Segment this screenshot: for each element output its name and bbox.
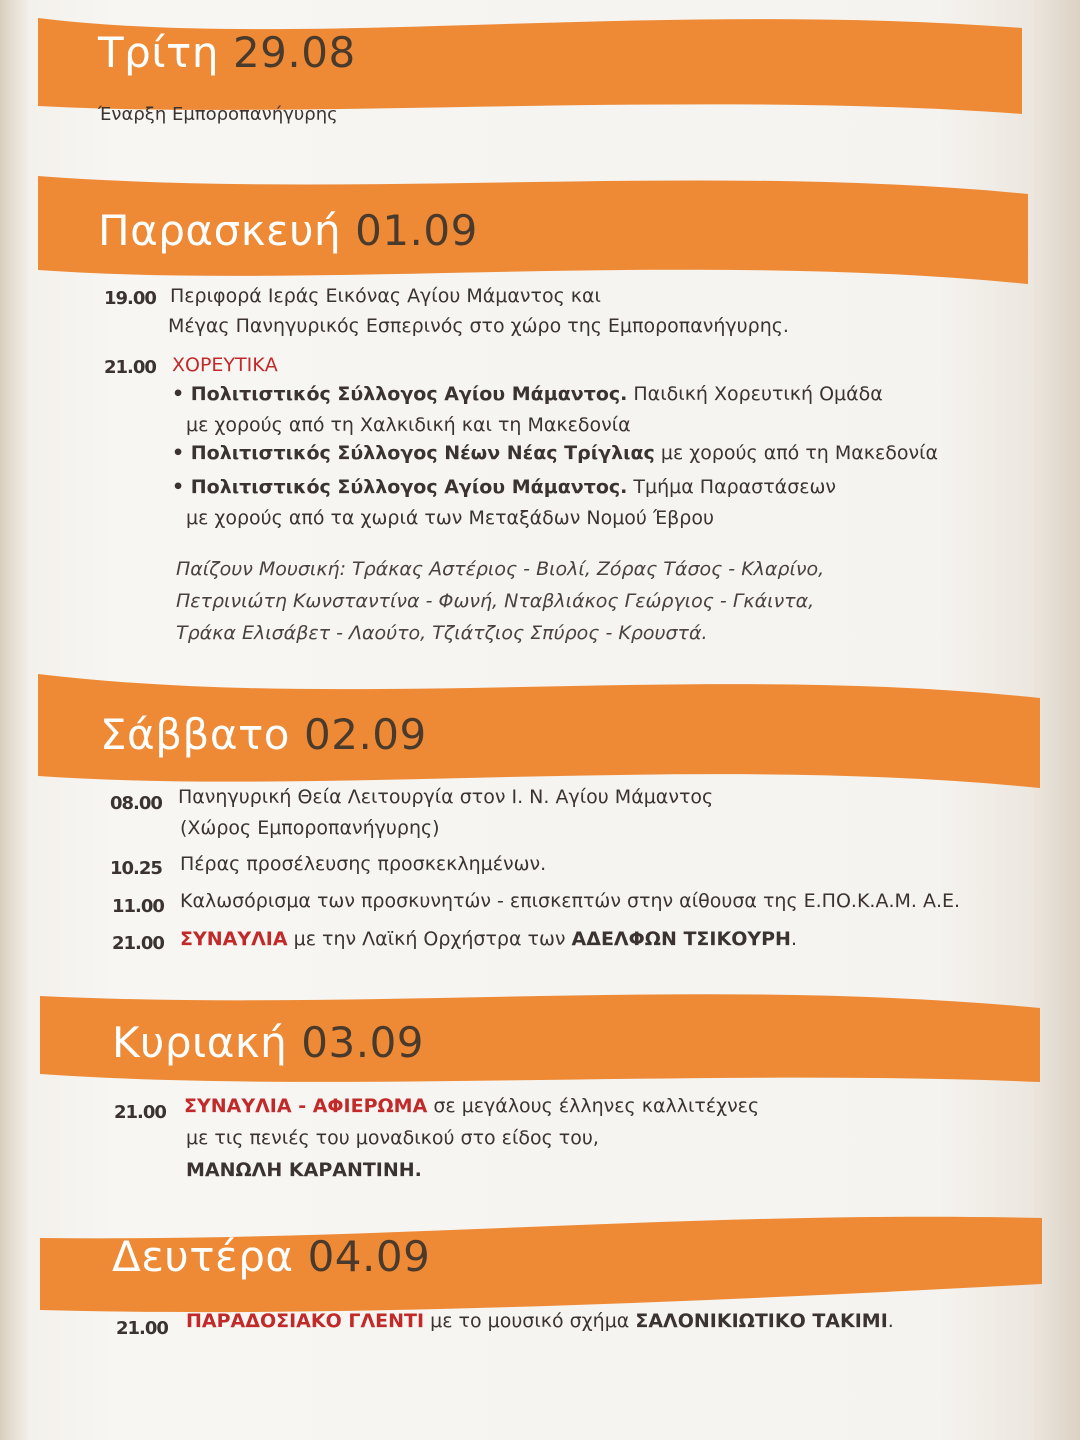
day-heading	[98, 28, 356, 77]
event-text: Περιφορά Ιεράς Εικόνας Αγίου Μάμαντος και	[170, 285, 601, 307]
event-text: Καλωσόρισμα των προσκυνητών - επισκεπτών στην αίθουσα της Ε.ΠΟ.Κ.Α.Μ. Α.Ε.	[180, 890, 961, 912]
day-heading	[100, 710, 427, 759]
event-text: Έναρξη Εμποροπανήγυρης	[98, 104, 338, 125]
event-time: 21.00	[112, 933, 164, 954]
event-time: 19.00	[104, 288, 156, 309]
day-name: Τρίτη	[98, 28, 219, 77]
item-bold: • Πολιτιστικός Σύλλογος Νέων Νέας Τρίγλιας	[172, 442, 655, 464]
event-text: Μέγας Πανηγυρικός Εσπερινός στο χώρο της Εμποροπανήγυρης.	[168, 315, 789, 337]
item-bold: • Πολιτιστικός Σύλλογος Αγίου Μάμαντος.	[172, 476, 628, 498]
item-rest: Παιδική Χορευτική Ομάδα	[627, 383, 883, 405]
event-title: ΧΟΡΕΥΤΙΚΑ	[172, 354, 278, 376]
music-credits: Τράκα Ελισάβετ - Λαούτο, Τζιάτζιος Σπύρος - Κρουστά.	[176, 622, 708, 644]
music-credits: Πετρινιώτη Κωνσταντίνα - Φωνή, Νταβλιάκος Γεώργιος - Γκάιντα,	[176, 590, 815, 612]
event-text: (Χώρος Εμποροπανήγυρης)	[180, 817, 440, 839]
event-text-end: .	[790, 928, 797, 950]
list-item	[172, 442, 938, 464]
item-bold: • Πολιτιστικός Σύλλογος Αγίου Μάμαντος.	[172, 383, 628, 405]
event-time: 10.25	[110, 858, 162, 879]
event-performer: ΑΔΕΛΦΩΝ ΤΣΙΚΟΥΡΗ	[571, 928, 791, 950]
event-highlight: ΠΑΡΑΔΟΣΙΑΚΟ ΓΛΕΝΤΙ	[186, 1310, 425, 1332]
item-rest: Τμήμα Παραστάσεων	[627, 476, 837, 498]
day-date: 29.08	[232, 28, 356, 77]
event-time: 21.00	[104, 357, 156, 378]
item-rest: με χορούς από τη Μακεδονία	[654, 442, 939, 464]
event-text	[184, 1095, 759, 1117]
event-text	[186, 1310, 894, 1332]
event-text: με τις πενιές του μοναδικού στο είδος του,	[186, 1127, 599, 1149]
event-time: 08.00	[110, 793, 162, 814]
day-date: 02.09	[304, 710, 427, 759]
item-line2: με χορούς από τα χωριά των Μεταξάδων Νομού Έβρου	[186, 507, 714, 529]
event-text	[180, 928, 797, 950]
music-credits: Παίζουν Μουσική: Τράκας Αστέριος - Βιολί, Ζόρας Τάσος - Κλαρίνο,	[176, 558, 825, 580]
event-time: 21.00	[116, 1318, 168, 1339]
event-highlight: ΣΥΝΑΥΛΙΑ - ΑΦΙΕΡΩΜΑ	[184, 1095, 428, 1117]
list-item	[172, 383, 883, 405]
day-name: Παρασκευή	[98, 206, 342, 255]
event-text: Πέρας προσέλευσης προσκεκλημένων.	[180, 853, 547, 875]
day-date: 03.09	[301, 1018, 425, 1067]
item-line2: με χορούς από τη Χαλκιδική και τη Μακεδονία	[186, 414, 631, 436]
event-highlight: ΣΥΝΑΥΛΙΑ	[180, 928, 288, 950]
list-item	[172, 476, 836, 498]
event-performer: ΜΑΝΩΛΗ ΚΑΡΑΝΤΙΝΗ.	[186, 1159, 422, 1181]
event-time: 21.00	[114, 1102, 166, 1123]
day-name: Σάββατο	[100, 710, 290, 759]
event-text: Πανηγυρική Θεία Λειτουργία στον Ι. Ν. Αγίου Μάμαντος	[178, 786, 714, 808]
event-text-mid: σε μεγάλους έλληνες καλλιτέχνες	[427, 1095, 760, 1117]
event-text-mid: με το μουσικό σχήμα	[424, 1310, 636, 1332]
day-heading	[112, 1018, 424, 1067]
day-date: 04.09	[307, 1232, 431, 1281]
event-time: 11.00	[112, 896, 164, 917]
event-performer: ΣΑΛΟΝΙΚΙΩΤΙΚΟ ΤΑΚΙΜΙ	[635, 1310, 888, 1332]
event-text-end: .	[887, 1310, 894, 1332]
day-heading	[98, 206, 478, 255]
day-name: Κυριακή	[112, 1018, 288, 1067]
event-text-mid: με την Λαϊκή Ορχήστρα των	[287, 928, 572, 950]
day-name: Δευτέρα	[112, 1232, 294, 1281]
day-heading	[112, 1232, 430, 1281]
day-date: 01.09	[355, 206, 478, 255]
